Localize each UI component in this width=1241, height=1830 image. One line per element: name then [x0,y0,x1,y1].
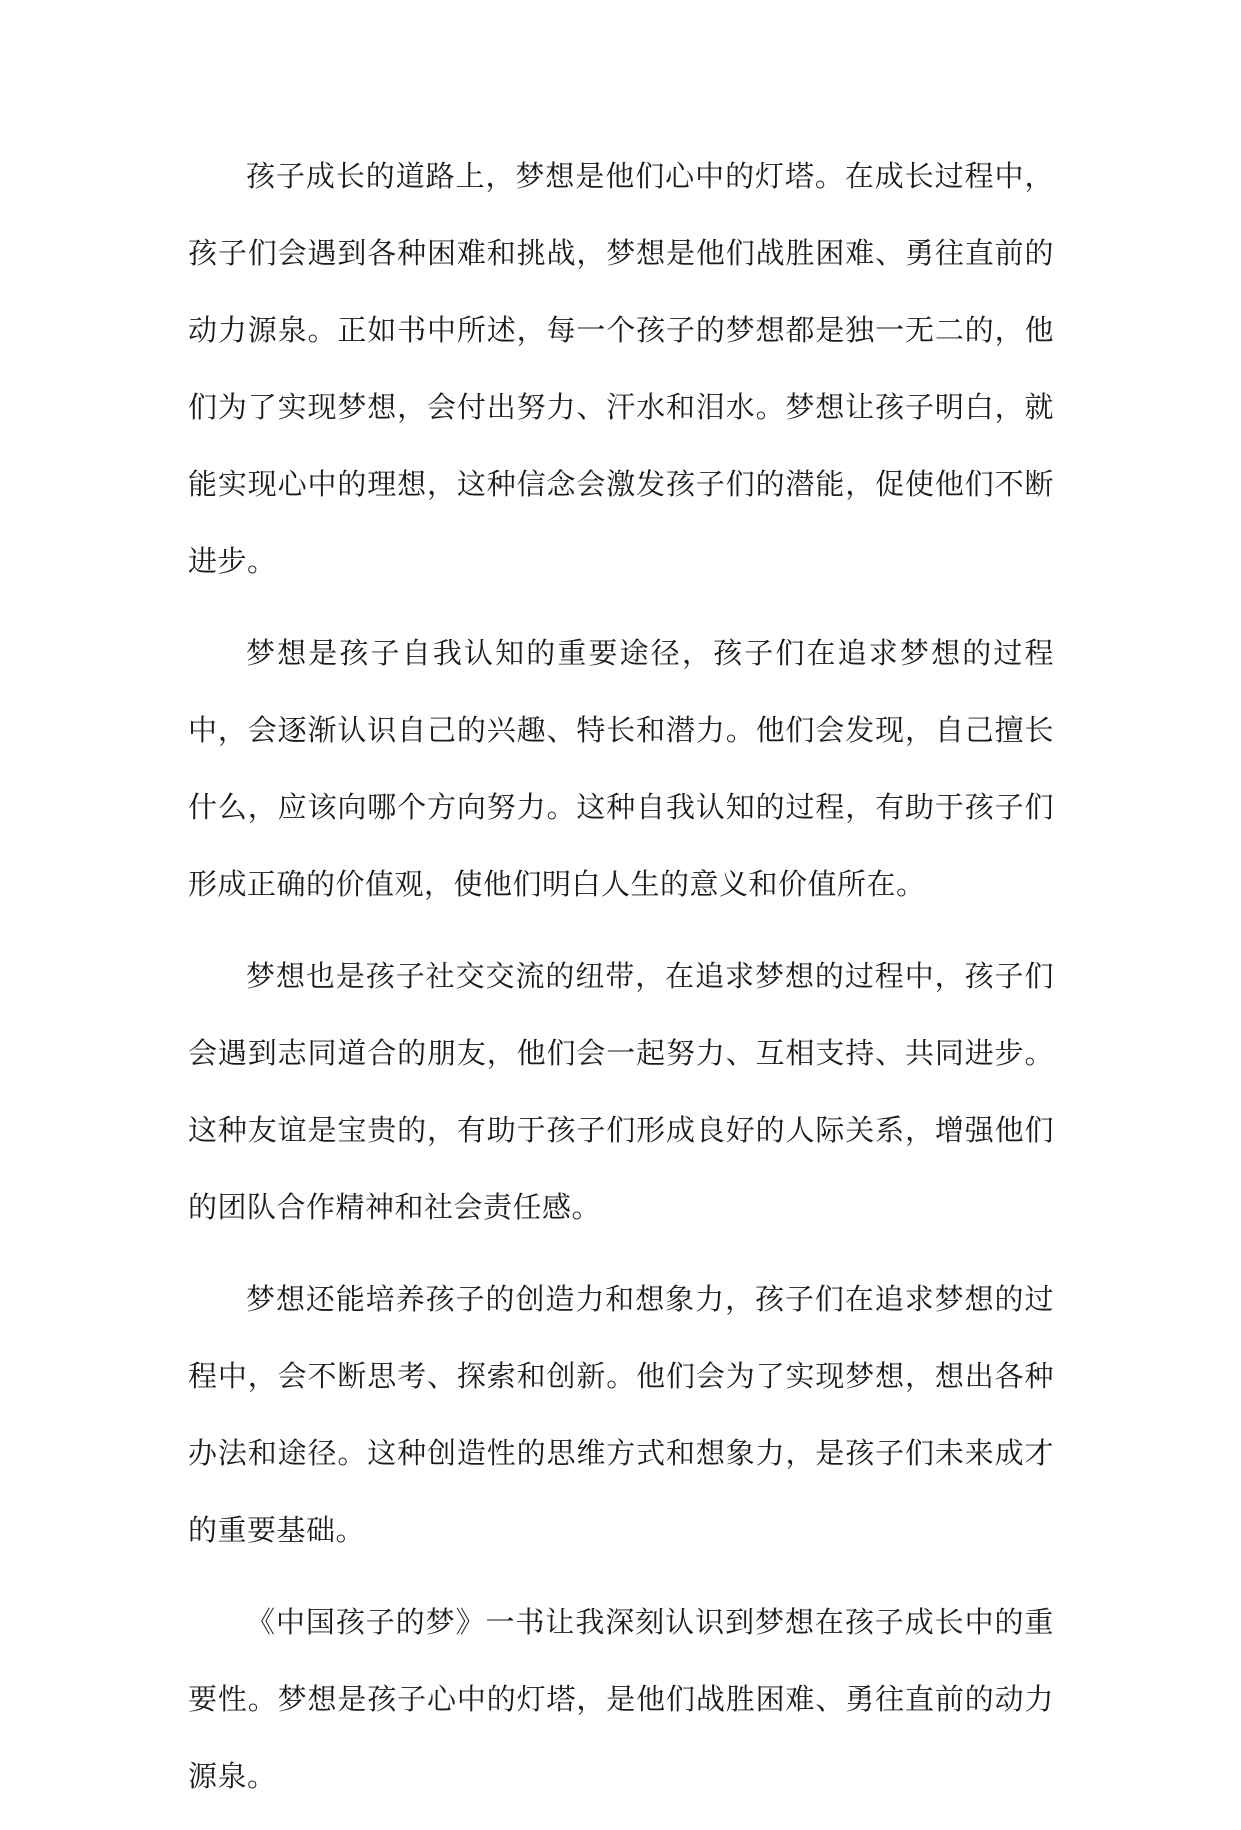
paragraph-1: 孩子成长的道路上，梦想是他们心中的灯塔。在成长过程中，孩子们会遇到各种困难和挑战，梦想是他们战胜困难、勇往直前的动力源泉。正如书中所述，每一个孩子的梦想都是独一无二的，他们为了实现梦想，会付出努力、汗水和泪水。梦想让孩子明白，就能实现心中的理想，这种信念会激发孩子们的潜能，促使他们不断进步。 [188,159,1054,578]
paragraph-3: 梦想也是孩子社交交流的纽带，在追求梦想的过程中，孩子们会遇到志同道合的朋友，他们会一起努力、互相支持、共同进步。这种友谊是宝贵的，有助于孩子们形成良好的人际关系，增强他们的团队合作精神和社会责任感。 [188,959,1054,1224]
document-body [188,138,1054,1830]
paragraph-2: 梦想是孩子自我认知的重要途径，孩子们在追求梦想的过程中，会逐渐认识自己的兴趣、特长和潜力。他们会发现，自己擅长什么，应该向哪个方向努力。这种自我认知的过程，有助于孩子们形成正确的价值观，使他们明白人生的意义和价值所在。 [188,636,1054,901]
paragraph-4: 梦想还能培养孩子的创造力和想象力，孩子们在追求梦想的过程中，会不断思考、探索和创新。他们会为了实现梦想，想出各种办法和途径。这种创造性的思维方式和想象力，是孩子们未来成才的重要基础。 [188,1282,1054,1547]
paragraph-5: 《中国孩子的梦》一书让我深刻认识到梦想在孩子成长中的重要性。梦想是孩子心中的灯塔，是他们战胜困难、勇往直前的动力源泉。 [188,1605,1054,1793]
